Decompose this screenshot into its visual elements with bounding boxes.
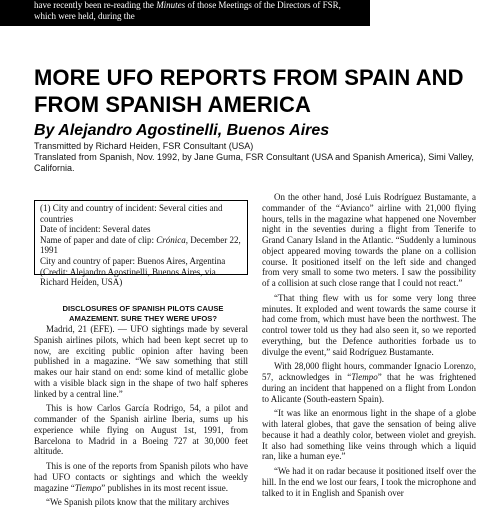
right-p3-start: With 28,000 flight hours, commander Ignacio Lorenzo, 57, acknowledges in “ (262, 361, 476, 382)
article-byline: By Alejandro Agostinelli, Buenos Aires (34, 122, 330, 139)
right-p3-italic: Tiempo (351, 372, 378, 382)
left-paragraph-3 (34, 461, 248, 493)
right-paragraph-1: On the other hand, José Luis Rodríguez Bustamante, a commander of the “Avianco” airline with 21,000 flying hours, tells in the magazine what happened one November night in the seventies during a flight from Tenerife to Grand Canary Island in the Atlantic. “Suddenly a luminous object appeared moving towards the plane on a collision course. It positioned itself on the left side and changed from very small to some two meters. I saw the possibility of a collision at such close range that I could not react.” (262, 192, 476, 288)
left-column-subhead: DISCLOSURES OF SPANISH PILOTS CAUSE AMAZEMENT. SURE THEY WERE UFOS? (62, 304, 224, 323)
info-city-country: (1) City and country of incident: Several cities and countries (40, 203, 223, 224)
article-credits (34, 141, 474, 173)
right-p3-end: ” that he was frightened during an incident that happened on a flight from London to Alicante (South-eastern Spain). (262, 372, 477, 404)
left-paragraph-2: This is how Carlos García Rodrigo, 54, a pilot and commander of the Spanish airline Iberia, sums up his experience while flying on August 1st, 1991, from Barcelona to Madrid in a Boeing 727 at 30,000 feet altitude. (34, 403, 248, 457)
article-headline: MORE UFO REPORTS FROM SPAIN AND FROM SPANISH AMERICA (34, 65, 464, 117)
info-credit: (Credit: Alejandro Agostinelli, Buenos Aires, via Richard Heiden, USA) (40, 266, 216, 288)
left-p3-italic: Tiempo (74, 482, 102, 493)
top-text-start: have recently been re-reading the (34, 0, 157, 10)
info-date: Date of incident: Several dates (40, 224, 151, 235)
credit-translated: Translated from Spanish, Nov. 1992, by Jane Guma, FSR Consultant (USA and Spanish America), Simi Valley, California. (34, 151, 474, 173)
info-paper-date: , December 22, 1991 (40, 234, 241, 256)
info-paper-name: Crónica (156, 234, 186, 245)
left-p3-start: This is one of the reports from Spanish pilots who have had UFO contacts or sightings and which the weekly magazine “ (34, 461, 248, 493)
info-paper-city: City and country of paper: Buenos Aires, Argentina (40, 255, 226, 266)
top-text-italic: Minutes (156, 0, 186, 10)
right-paragraph-5: “We had it on radar because it positioned itself over the hill. In the end we lost our fears, I took the microphone and talked to it in English and Spanish over (262, 466, 476, 498)
left-paragraph-1: Madrid, 21 (EFE). — UFO sightings made by several Spanish airlines pilots, which had been kept secret up to now, are exciting public opinion after having been published in a magazine. “We saw something that still makes our hair stand on end: some kind of metallic globe with a visible black sign in the shape of two half spheres linked by a central line.” (34, 324, 248, 399)
top-text-end: of those Meetings of the Directors of FSR, which were held, during the (34, 0, 341, 21)
incident-info-box (34, 200, 248, 288)
top-banner-text (34, 0, 364, 21)
left-column (34, 324, 248, 508)
top-banner (0, 0, 370, 26)
right-paragraph-2: “That thing flew with us for some very long three minutes. It exploded and went towards the same course it had come from, which must have been the northwest. The control tower told us they had also seen it, so we reported everything, but the Defence authorities forbade us to divulge the event,” said Rodríguez Bustamante. (262, 292, 476, 357)
info-paper-label: Name of paper and date of clip: (40, 234, 157, 245)
left-paragraph-4: “We Spanish pilots know that the military archives (46, 497, 229, 508)
credit-transmitted: Transmitted by Richard Heiden, FSR Consultant (USA) (34, 141, 254, 151)
info-paper (40, 235, 242, 256)
left-p3-end: ” publishes in its most recent issue. (101, 482, 228, 493)
right-paragraph-3 (262, 361, 476, 404)
right-column (262, 192, 476, 500)
right-paragraph-4: “It was like an enormous light in the shape of a globe with lateral globes, that gave the sensation of being alive because it had a deathly color, between violet and greyish. It also had something like veins through which a liquid ran, like a human eye.” (262, 408, 476, 462)
